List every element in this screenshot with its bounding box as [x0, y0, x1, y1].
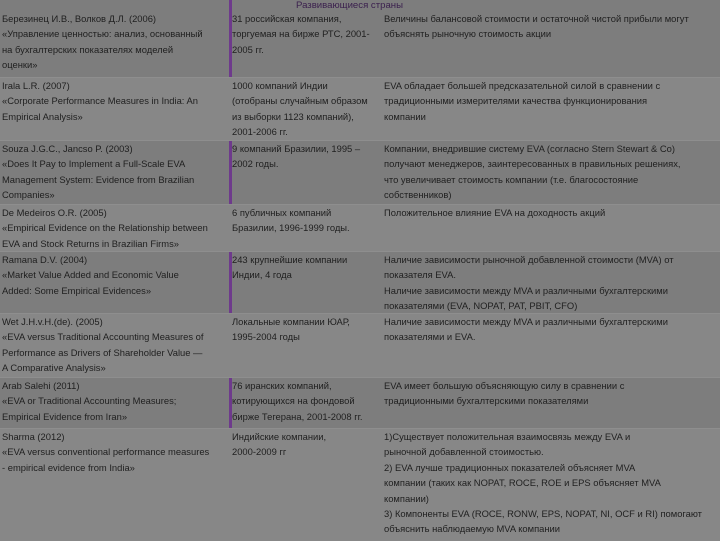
table-row [0, 204, 720, 252]
finding-cell: Наличие зависимости рыночной добавленной стоимости (MVA) от показателя EVA. Наличие зависимости между MVA и различными бухгалтерскими показателями (EVA, NOPAT, PAT, PBIT, CFO) [384, 254, 674, 312]
table-row [0, 313, 720, 378]
author-cell: Souza J.G.C., Jancso P. (2003) «Does It Pay to Implement a Full-Scale EVA Management System: Evidence from Brazilian Companies» [2, 143, 195, 201]
author-cell: Wet J.H.v.H.(de). (2005) «EVA versus Traditional Accounting Measures of Performance as Drivers of Shareholder Value — A Comparative Analysis» [2, 316, 204, 374]
finding-cell: EVA обладает большей предсказательной силой в сравнении с традиционными измерителями качества функционирования компании [384, 80, 661, 122]
finding-cell: Компании, внедрившие систему EVA (согласно Stern Stewart & Co) получают менеджеров, заинтересованных в правильных решениях, что увеличивает стоимость компании (т.е. благосостояние собственников) [384, 143, 681, 201]
sample-cell: 6 публичных компаний Бразилии, 1996-1999 годы. [232, 207, 350, 234]
author-cell: Березинец И.В., Волков Д.Л. (2006) «Управление ценностью: анализ, основанный на бухгалтерских показателях моделей оценки» [2, 13, 203, 71]
finding-cell: EVA имеет большую объясняющую силу в сравнении с традиционными бухгалтерскими показателями [384, 380, 625, 407]
author-cell: De Medeiros O.R. (2005) «Empirical Evidence on the Relationship between EVA and Stock Returns in Brazilian Firms» [2, 207, 208, 249]
table-row [0, 251, 720, 314]
table-row [0, 77, 720, 141]
table-row [0, 140, 720, 205]
sample-cell: 9 компаний Бразилии, 1995 – 2002 годы. [232, 143, 361, 170]
region-header: Развивающиеся страны [296, 0, 403, 11]
table-row [0, 11, 720, 77]
author-cell: Irala L.R. (2007) «Corporate Performance Measures in India: An Empirical Analysis» [2, 80, 198, 122]
sample-cell: 243 крупнейшие компании Индии, 4 года [232, 254, 348, 281]
sample-cell: 31 российская компания, торгуемая на бирже РТС, 2001- 2005 гг. [232, 13, 370, 55]
sample-cell: Индийские компании, 2000-2009 гг [232, 431, 327, 458]
sample-cell: 76 иранских компаний, котирующихся на фондовой бирже Тегерана, 2001-2008 гг. [232, 380, 363, 422]
author-cell: Ramana D.V. (2004) «Market Value Added and Economic Value Added: Some Empirical Evidences» [2, 254, 179, 296]
finding-cell: Величины балансовой стоимости и остаточной чистой прибыли могут объяснять рыночную стоимость акции [384, 13, 689, 40]
sample-cell: Локальные компании ЮАР, 1995-2004 годы [232, 316, 350, 343]
table-row [0, 428, 720, 541]
author-cell: Sharma (2012) «EVA versus conventional performance measures - empirical evidence from India» [2, 431, 210, 473]
table-row [0, 377, 720, 429]
finding-cell: 1)Существует положительная взаимосвязь между EVA и рыночной добавленной стоимостью. 2) EVA лучше традиционных показателей объясняет MVA компании (таких как NOPAT, ROCE, ROE и EPS объясняет MVA компании) 3) Компоненты EVA (ROCE, RONW, EPS, NOPAT, NI, OCF и RI) помогают объяснить наблюдаемую MVA компании [384, 431, 702, 535]
sample-cell: 1000 компаний Индии (отобраны случайным образом из выборки 1123 компаний), 2001-2006 гг. [232, 80, 368, 138]
author-cell: Arab Salehi (2011) «EVA or Traditional Accounting Measures; Empirical Evidence from Iran» [2, 380, 177, 422]
finding-cell: Наличие зависимости между MVA и различными бухгалтерскими показателями и EVA. [384, 316, 668, 343]
finding-cell: Положительное влияние EVA на доходность акций [384, 207, 606, 218]
